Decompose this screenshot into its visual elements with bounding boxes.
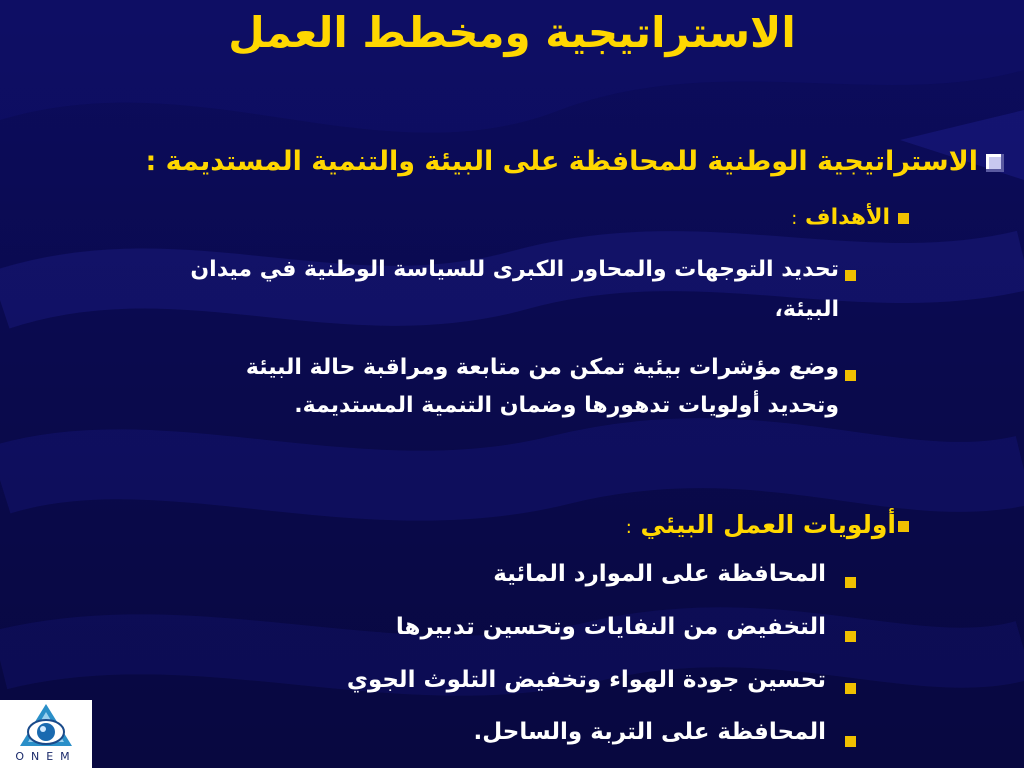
section1-heading-row: [145, 146, 1004, 177]
square-bullet-icon: [845, 577, 856, 588]
goals-label: الأهداف: [805, 205, 890, 230]
onem-logo: [0, 700, 92, 768]
square-bullet-icon: [845, 683, 856, 694]
square-bullet-icon: [898, 521, 909, 532]
goal-1-line-1: تحديد التوجهات والمحاور الكبرى للسياسة الوطنية في ميدان: [190, 257, 839, 282]
square-bullet-icon: [986, 154, 1004, 172]
eye-logo-icon: [0, 700, 92, 750]
goal-2-line-1: وضع مؤشرات بيئية تمكن من متابعة ومراقبة حالة البيئة: [245, 355, 839, 380]
goals-colon: :: [791, 208, 798, 229]
goals-label-row: [791, 205, 909, 230]
priority-item-4: المحافظة على التربة والساحل.: [473, 719, 826, 745]
logo-text: ONEM: [15, 750, 77, 763]
section1-heading: الاستراتيجية الوطنية للمحافظة على البيئة والتنمية المستديمة :: [145, 146, 978, 177]
section2-heading-row: [626, 510, 909, 539]
section2-colon: :: [625, 517, 632, 538]
square-bullet-icon: [845, 370, 856, 381]
square-bullet-icon: [898, 213, 909, 224]
section2-heading: أولويات العمل البيئي: [640, 510, 896, 539]
square-bullet-icon: [845, 270, 856, 281]
goal-1-line-2: البيئة،: [774, 297, 839, 322]
square-bullet-icon: [845, 736, 856, 747]
page-title: الاستراتيجية ومخطط العمل: [228, 8, 796, 57]
square-bullet-icon: [845, 631, 856, 642]
goal-2-line-2: وتحديد أولويات تدهورها وضمان التنمية المستديمة.: [294, 393, 839, 418]
priority-item-2: التخفيض من النفايات وتحسين تدبيرها: [395, 614, 826, 640]
priority-item-1: المحافظة على الموارد المائية: [493, 561, 826, 587]
priority-item-3: تحسين جودة الهواء وتخفيض التلوث الجوي: [346, 667, 826, 693]
